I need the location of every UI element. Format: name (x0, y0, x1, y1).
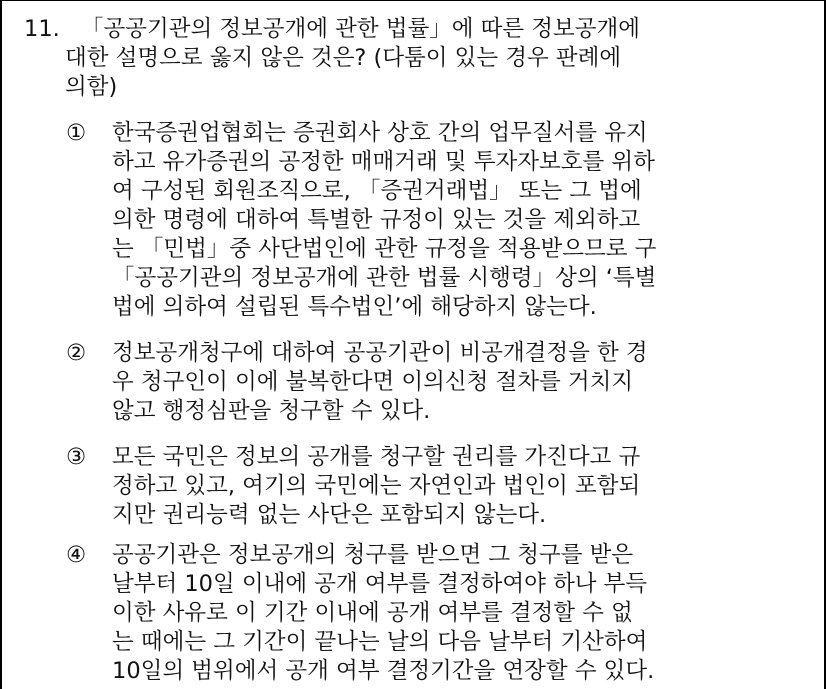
option-marker-4: ④ (66, 542, 87, 568)
option-4-line: 공공기관은 정보공개의 청구를 받으면 그 청구를 받은 (112, 542, 634, 568)
option-2-line: 우 청구인이 이에 불복한다면 이의신청 절차를 거치지 (112, 369, 634, 395)
option-1-line: 여 구성된 회원조직으로, 「증권거래법」 또는 그 법에 (112, 178, 642, 204)
option-1-line: 법에 의하여 설립된 특수법인’에 해당하지 않는다. (112, 294, 597, 320)
question-line: 대한 설명으로 옳지 않은 것은? (다툼이 있는 경우 판례에 (65, 45, 622, 71)
question-line: 의함) (65, 74, 118, 100)
option-3-line: 모든 국민은 정보의 공개를 청구할 권리를 가진다고 규 (112, 444, 641, 470)
option-2-line: 정보공개청구에 대하여 공공기관이 비공개결정을 한 경 (112, 340, 648, 366)
option-1-line: 한국증권업협회는 증권회사 상호 간의 업무질서를 유지 (112, 120, 648, 146)
option-4-line: 이한 사유로 이 기간 이내에 공개 여부를 결정할 수 없 (112, 600, 633, 626)
option-1-line: 의한 명령에 대하여 특별한 규정이 있는 것을 제외하고 (112, 207, 641, 233)
option-2-line: 않고 행정심판을 청구할 수 있다. (112, 398, 431, 424)
option-4-line: 날부터 10일 이내에 공개 여부를 결정하여야 하나 부득 (112, 571, 648, 597)
option-marker-2: ② (66, 340, 87, 366)
option-3-line: 지만 권리능력 없는 사단은 포함되지 않는다. (112, 502, 547, 528)
question-line: 「공공기관의 정보공개에 관한 법률」에 따른 정보공개에 (81, 16, 640, 42)
question-number: 11. (24, 16, 60, 42)
option-1-line: 「공공기관의 정보공개에 관한 법률 시행령」상의 ‘특별 (112, 265, 657, 291)
option-4-line: 는 때에는 그 기간이 끝나는 날의 다음 날부터 기산하여 (112, 629, 648, 655)
option-1-line: 하고 유가증권의 공정한 매매거래 및 투자자보호를 위하 (112, 149, 655, 175)
option-4-line: 10일의 범위에서 공개 여부 결정기간을 연장할 수 있다. (112, 658, 655, 684)
option-1-line: 는 「민법」중 사단법인에 관한 규정을 적용받으므로 구 (112, 236, 657, 262)
option-3-line: 정하고 있고, 여기의 국민에는 자연인과 법인이 포함되 (112, 473, 641, 499)
option-marker-3: ③ (66, 444, 87, 470)
option-marker-1: ① (66, 120, 87, 146)
